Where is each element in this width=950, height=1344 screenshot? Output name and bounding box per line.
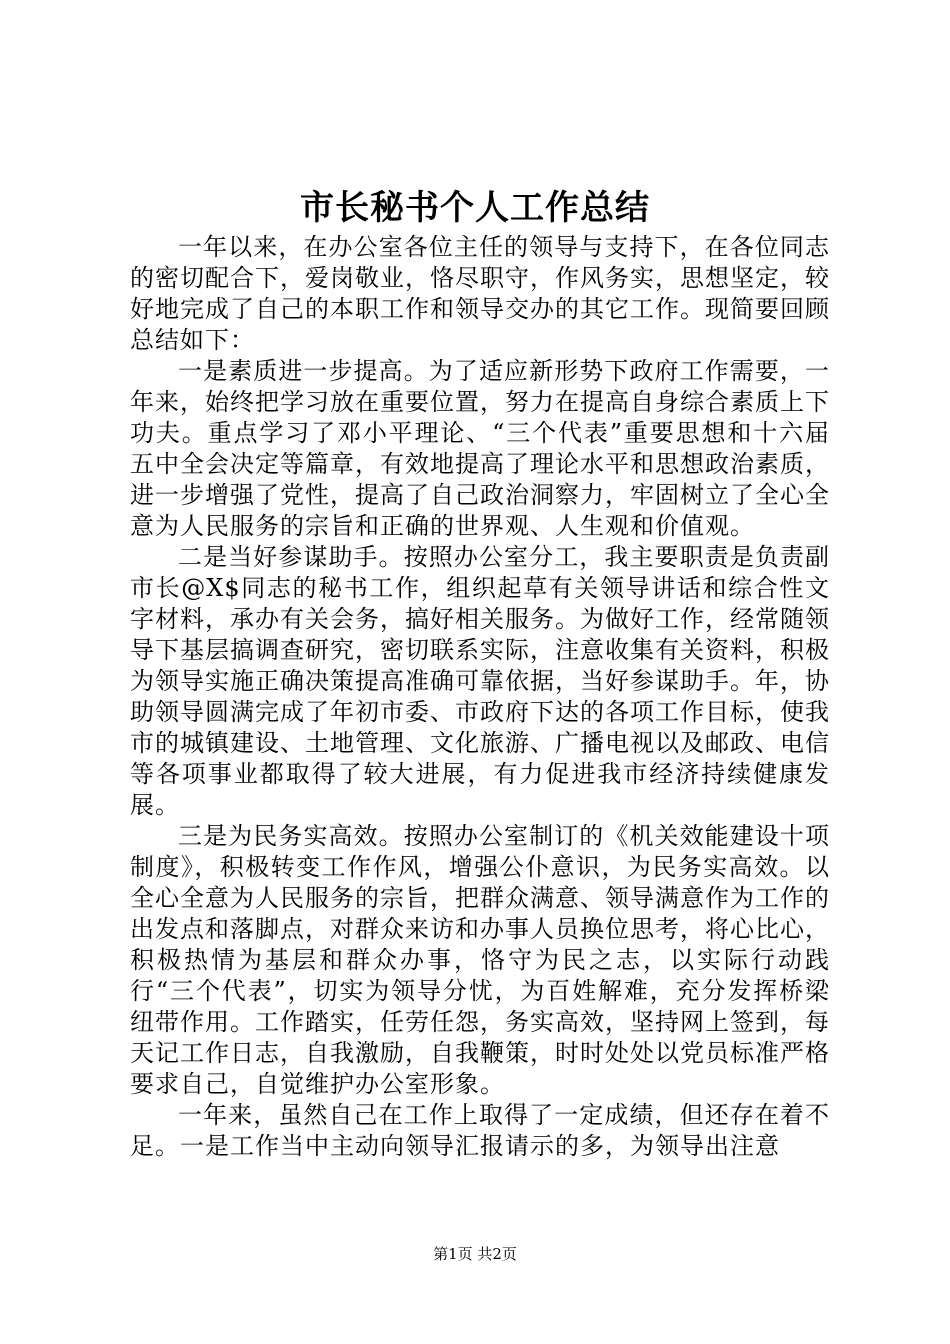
paragraph-advisor: 二是当好参谋助手。按照办公室分工，我主要职责是负责副市长@X$同志的秘书工作，组织起草有关领导讲话和综合性文字材料，承办有关会务，搞好相关服务。为做好工作，经常随领导下基层搞调查研究，密切联系实际，注意收集有关资料，积极为领导实施正确决策提高准确可靠依据，当好参谋助手。年，协助领导圆满完成了年初市委、市政府下达的各项工作目标，使我市的城镇建设、土地管理、文化旅游、广播电视以及邮政、电信等各项事业都取得了较大进展，有力促进我市经济持续健康发展。 [130,543,830,819]
document-title: 市长秘书个人工作总结 [300,188,650,228]
paragraph-shortcomings: 一年来，虽然自己在工作上取得了一定成绩，但还存在着不足。一是工作当中主动向领导汇报请示的多，为领导出注意 [130,1101,830,1160]
paragraph-intro: 一年以来，在办公室各位主任的领导与支持下，在各位同志的密切配合下，爱岗敬业，恪尽职守，作风务实，思想坚定，较好地完成了自己的本职工作和领导交办的其它工作。现简要回顾总结如下： [130,233,830,354]
document-body [130,232,830,1162]
paragraph-service: 三是为民务实高效。按照办公室制订的《机关效能建设十项制度》，积极转变工作作风，增强公仆意识，为民务实高效。以全心全意为人民服务的宗旨，把群众满意、领导满意作为工作的出发点和落脚点，对群众来访和办事人员换位思考，将心比心，积极热情为基层和群众办事，恪守为民之志，以实际行动践行“三个代表”，切实为领导分忧，为百姓解难，充分发挥桥梁纽带作用。工作踏实，任劳任怨，务实高效，坚持网上签到，每天记工作日志，自我激励，自我鞭策，时时处处以党员标准严格要求自己，自觉维护办公室形象。 [130,822,830,1098]
paragraph-quality: 一是素质进一步提高。为了适应新形势下政府工作需要，一年来，始终把学习放在重要位置，努力在提高自身综合素质上下功夫。重点学习了邓小平理论、“三个代表”重要思想和十六届五中全会决定等篇章，有效地提高了理论水平和思想政治素质，进一步增强了党性，提高了自己政治洞察力，牢固树立了全心全意为人民服务的宗旨和正确的世界观、人生观和价值观。 [130,357,830,540]
page-number-footer: 第1页 共2页 [433,1245,517,1263]
